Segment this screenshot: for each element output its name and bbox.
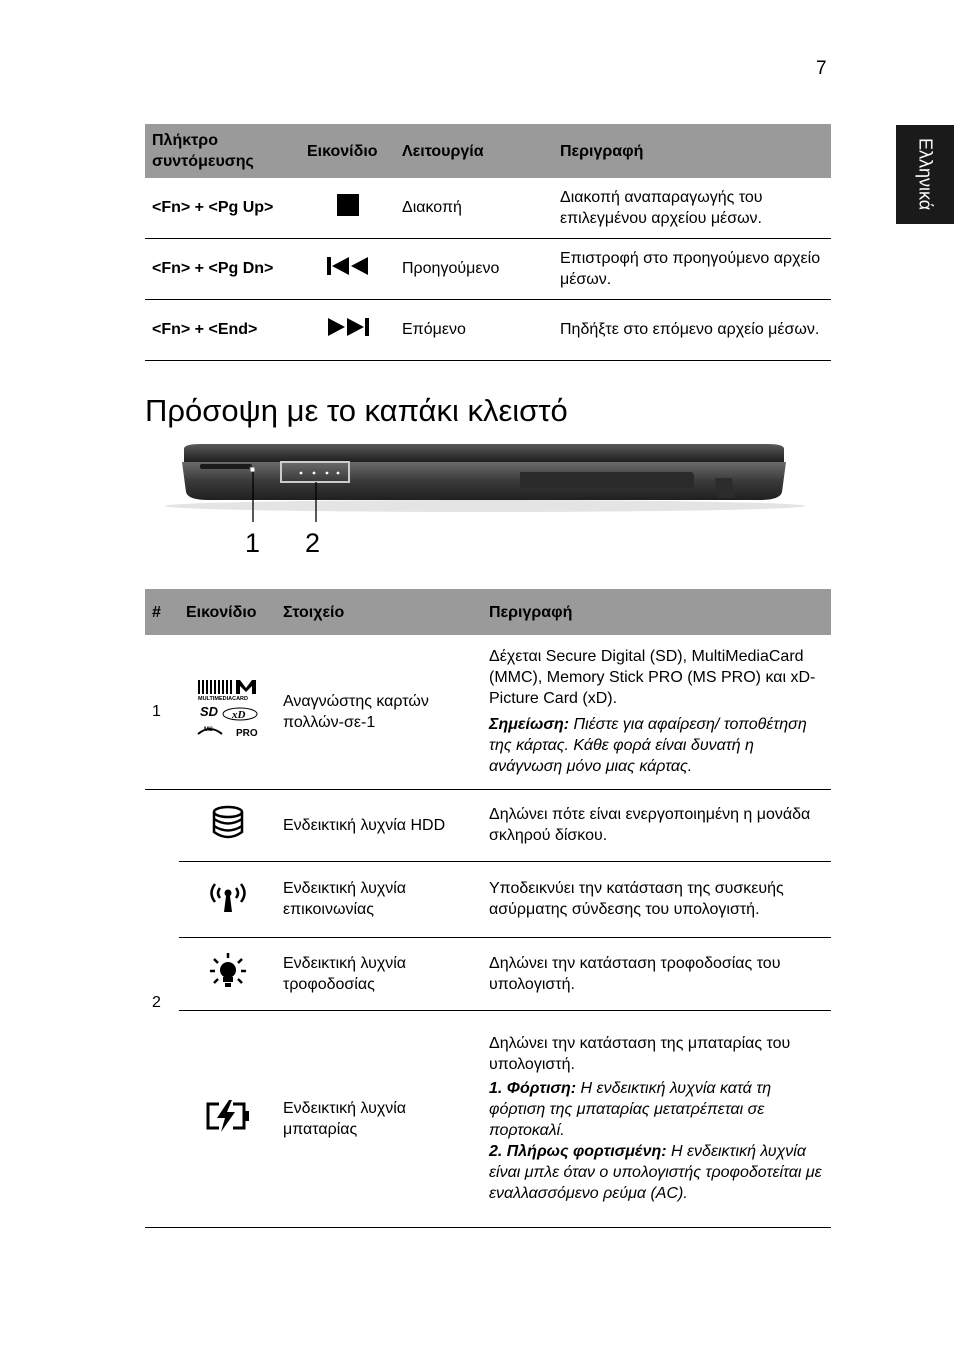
- svg-text:SD: SD: [199, 703, 218, 719]
- component-item: Ενδεικτική λυχνία μπαταρίας: [276, 1010, 482, 1227]
- table-row: [145, 635, 831, 789]
- row-number: 1: [145, 635, 179, 789]
- hdd-icon: [211, 804, 245, 840]
- table-row: [145, 178, 831, 238]
- header-item: Στοιχείο: [276, 589, 482, 635]
- charging-text: Η ενδεικτική λυχνία κατά τη φόρτιση της μπαταρίας μετατρέπεται σε πορτοκαλί.: [489, 1080, 772, 1139]
- next-icon: [326, 317, 370, 337]
- previous-icon: [326, 256, 370, 276]
- component-item: Αναγνώστης καρτών πολλών-σε-1: [276, 635, 482, 789]
- header-description: Περιγραφή: [482, 589, 831, 635]
- header-shortcut-key: Πλήκτρο συντόμευσης: [145, 124, 300, 178]
- component-item: Ενδεικτική λυχνία HDD: [276, 789, 482, 861]
- component-item: Ενδεικτική λυχνία επικοινωνίας: [276, 861, 482, 937]
- shortcut-function: Επόμενο: [402, 321, 466, 338]
- shortcut-function: Διακοπή: [402, 199, 462, 217]
- page-number: 7: [816, 58, 827, 79]
- header-icon: Εικονίδιο: [179, 589, 276, 635]
- header-icon: Εικονίδιο: [300, 124, 395, 178]
- section-title: Πρόσοψη με το καπάκι κλειστό: [145, 393, 568, 428]
- component-table-header: [145, 589, 831, 635]
- stop-icon: [336, 193, 360, 217]
- full-charge-label: 2. Πλήρως φορτισμένη:: [489, 1143, 667, 1160]
- battery-icon: [205, 1100, 251, 1132]
- component-description: Δηλώνει την κατάσταση της μπαταρίας του υπολογιστή.: [489, 1035, 791, 1073]
- svg-text:MS: MS: [203, 726, 213, 733]
- language-tab: [896, 125, 954, 224]
- row-number: 2: [152, 993, 161, 1011]
- full-charge-text: Η ενδεικτική λυχνία είναι μπλε όταν ο υπολογιστής τροφοδοτείται με εναλλασσόμενο ρεύμα (AC).: [489, 1143, 822, 1202]
- table-row: [145, 238, 831, 299]
- card-reader-icon: [196, 678, 260, 740]
- shortcut-description: Διακοπή αναπαραγωγής του επιλεγμένου αρχείου μέσων.: [560, 188, 763, 227]
- component-item: Ενδεικτική λυχνία τροφοδοσίας: [276, 937, 482, 1010]
- charging-paragraph: [489, 1078, 824, 1141]
- shortcut-table: [145, 124, 831, 361]
- full-charge-paragraph: [489, 1141, 824, 1204]
- shortcut-function: Προηγούμενο: [402, 260, 500, 277]
- shortcut-key: <Fn> + <Pg Up>: [152, 199, 274, 217]
- note-text: Πιέστε για αφαίρεση/ τοποθέτηση της κάρτας. Κάθε φορά είναι δυνατή η ανάγνωση μόνο μιας κάρτας.: [489, 716, 807, 776]
- power-icon: [208, 951, 248, 991]
- component-description: Υποδεικνύει την κατάσταση της συσκευής ασύρματης σύνδεσης του υπολογιστή.: [482, 861, 831, 937]
- table-row: [145, 299, 831, 360]
- callout-number: 1: [245, 528, 261, 558]
- note-paragraph: [489, 714, 824, 777]
- header-number: #: [145, 589, 179, 635]
- wireless-icon: [206, 878, 250, 914]
- shortcut-key: <Fn> + <Pg Dn>: [152, 260, 274, 277]
- table-row: [145, 789, 831, 861]
- header-function: Λειτουργία: [395, 124, 553, 178]
- shortcut-table-header: [145, 124, 831, 178]
- component-description: Δηλώνει την κατάσταση τροφοδοσίας του υπολογιστή.: [482, 937, 831, 1010]
- table-row: [145, 1010, 831, 1227]
- callout-number: 2: [305, 528, 321, 558]
- svg-text:MULTIMEDIACARD: MULTIMEDIACARD: [197, 695, 248, 702]
- table-row: [145, 861, 831, 937]
- language-tab-label: Ελληνικά: [915, 138, 936, 211]
- header-description: Περιγραφή: [553, 124, 831, 178]
- shortcut-description: Πηδήξτε στο επόμενο αρχείο μέσων.: [560, 321, 820, 338]
- shortcut-key: <Fn> + <End>: [152, 321, 258, 338]
- note-label: Σημείωση:: [489, 716, 570, 734]
- component-table: [145, 589, 831, 1228]
- component-description: Δηλώνει πότε είναι ενεργοποιημένη η μονάδα σκληρού δίσκου.: [482, 789, 831, 861]
- charging-label: 1. Φόρτιση:: [489, 1080, 577, 1097]
- svg-text:PRO: PRO: [235, 727, 258, 739]
- component-description: Δέχεται Secure Digital (SD), MultiMediaCard (MMC), Memory Stick PRO (MS PRO) και xD-Picture Card (xD).: [489, 648, 816, 708]
- table-row: [145, 937, 831, 1010]
- shortcut-description: Επιστροφή στο προηγούμενο αρχείο μέσων.: [560, 249, 821, 288]
- svg-text:xD: xD: [231, 708, 245, 721]
- laptop-front-illustration: [160, 442, 810, 522]
